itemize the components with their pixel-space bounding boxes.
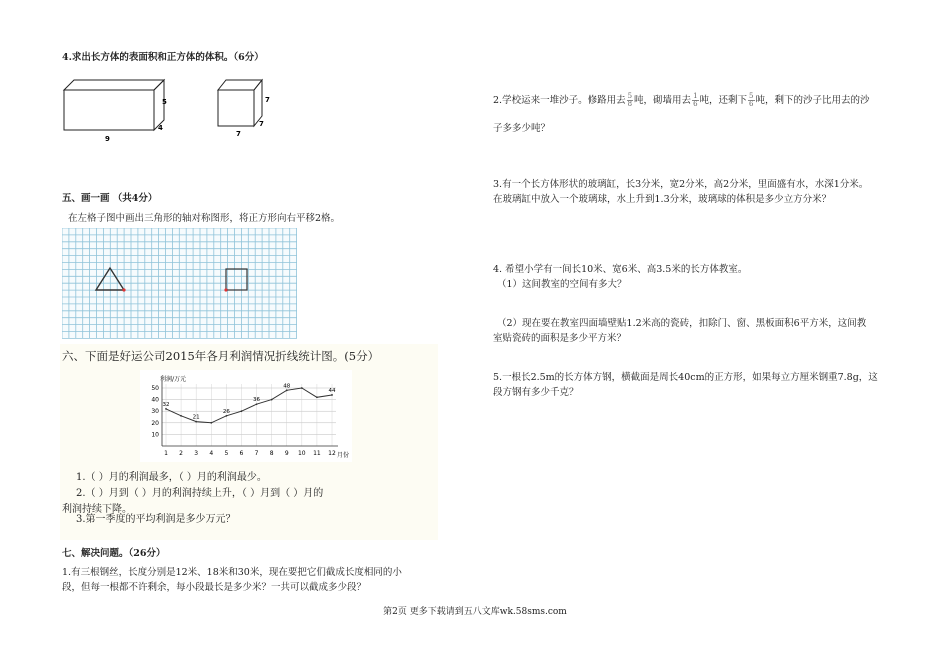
s6-title: 六、下面是好运公司2015年各月利润情况折线统计图。(5分） [62, 349, 380, 363]
r-q3-line2: 在玻璃缸中放入一个玻璃球，水上升到1.3分米，玻璃球的体积是多少立方分米？ [493, 194, 832, 205]
chart-point [241, 410, 243, 412]
chart-data-label: 21 [192, 414, 200, 421]
cuboid-figure [58, 78, 178, 146]
chart-xtick-label: 1 [164, 450, 168, 457]
s5-instruction: 在左格子图中画出三角形的轴对称图形，将正方形向右平移2格。 [68, 213, 341, 224]
r-q2-part4: 吨，剩下的沙子比用去的沙 [755, 95, 870, 106]
chart-data-label: 32 [162, 401, 170, 408]
chart-data-label: 36 [253, 397, 261, 404]
chart-ytick-label: 40 [151, 396, 159, 404]
s6-q2-line2: 利润持续下降。 [62, 504, 132, 515]
cube-side-c-label: 7 [236, 130, 241, 138]
chart-xtick-label: 3 [194, 450, 199, 457]
r-q2-part1: 2.学校运来一堆沙子。修路用去 [493, 95, 626, 106]
chart-point [225, 415, 227, 417]
s7-q1-line2: 段，但每一根都不许剩余，每小段最长是多少米？一共可以截成多少段？ [62, 582, 367, 593]
frac2-num: 1 [693, 92, 698, 100]
s6-q2-line1: 2.（ ）月到（ ）月的利润持续上升，（ ）月到（ ）月的 [76, 488, 324, 499]
s7-title: 七、解决问题。（26分） [62, 548, 166, 559]
chart-data-label: 48 [283, 383, 291, 390]
chart-xtick-label: 9 [284, 450, 289, 457]
chart-xtick-label: 4 [209, 450, 214, 457]
frac3-num: 5 [749, 92, 754, 100]
drawing-grid [62, 228, 298, 340]
r-q5-line1: 5.一根长2.5m的长方体方钢，横截面是周长40cm的正方形，如果每立方厘米钢重7.8g，这 [493, 372, 878, 383]
chart-point [331, 394, 333, 396]
cuboid-height-label: 5 [162, 98, 167, 106]
r-q3-line1: 3.有一个长方体形状的玻璃缸，长3分米，宽2分米，高2分米，里面盛有水，水深1分米。 [493, 179, 869, 190]
chart-point [271, 399, 273, 401]
q4-title: 4.求出长方体的表面积和正方体的体积。（6分） [62, 52, 264, 63]
cuboid-depth-label: 4 [158, 124, 163, 132]
s5-title: 五、画一画 （共4分） [62, 193, 158, 204]
chart-xlabel: 月份 [337, 452, 350, 459]
r-q2-line1 [493, 93, 870, 108]
chart-ytick-label: 10 [151, 431, 159, 439]
chart-point [286, 389, 288, 391]
chart-point [180, 415, 182, 417]
fraction-5-6 [748, 93, 754, 108]
fraction-5-8 [627, 93, 633, 108]
r-q2-part2: 吨，砌墙用去 [634, 95, 692, 106]
s7-q1-line1: 1.有三根钢丝，长度分别是12米、18米和30米，现在要把它们截成长度相同的小 [62, 567, 402, 578]
s6-q1: 1.（ ）月的利润最多，（ ）月的利润最少。 [76, 472, 267, 483]
r-q4-line3: （2）现在要在教室四面墙壁贴1.2米高的瓷砖，扣除门、窗、黑板面积6平方米，这间教 [497, 318, 867, 329]
r-q5-line2: 段方钢有多少千克？ [493, 387, 579, 398]
r-q2-line2: 子多多少吨？ [493, 123, 551, 134]
frac1-den: 8 [627, 100, 633, 108]
chart-xtick-label: 2 [179, 450, 184, 457]
chart-xtick-label: 6 [239, 450, 244, 457]
s6-q3: 3.第一季度的平均利润是多少万元？ [76, 514, 236, 525]
chart-xtick-label: 10 [297, 450, 306, 457]
chart-point [210, 422, 212, 424]
r-q2-part3: 吨，还剩下 [699, 95, 748, 106]
chart-data-label: 26 [222, 408, 230, 415]
triangle-marker-dot [122, 288, 125, 291]
profit-line-chart [140, 370, 352, 462]
chart-point [195, 421, 197, 423]
chart-xtick-label: 5 [224, 450, 229, 457]
frac3-den: 6 [749, 100, 754, 108]
cube-side-a-label: 7 [265, 96, 270, 104]
cuboid-length-label: 9 [105, 135, 110, 143]
frac2-den: 6 [693, 100, 698, 108]
chart-ylabel: 利润/万元 [160, 376, 187, 383]
page-footer: 第2页 更多下载请到五八文库wk.58sms.com [383, 607, 567, 617]
chart-ytick-label: 50 [151, 385, 159, 392]
chart-xtick-label: 12 [328, 450, 336, 457]
chart-point [256, 403, 258, 405]
chart-point [165, 408, 167, 410]
chart-data-label: 44 [328, 387, 336, 394]
chart-xtick-label: 7 [254, 450, 259, 457]
chart-ytick-label: 30 [151, 408, 159, 416]
square-marker-dot [224, 288, 227, 291]
r-q4-line2: （1）这间教室的空间有多大？ [497, 279, 627, 290]
chart-xtick-label: 11 [313, 450, 321, 457]
r-q4-line1: 4. 希望小学有一间长10米、宽6米、高3.5米的长方体教室。 [493, 264, 748, 275]
chart-ytick-label: 20 [151, 419, 159, 427]
cube-side-b-label: 7 [259, 120, 264, 128]
r-q4-line4: 室贴瓷砖的面积是多少平方米？ [493, 333, 627, 344]
cube-figure [212, 78, 282, 140]
fraction-1-6 [692, 93, 698, 108]
chart-point [301, 387, 303, 389]
chart-point [316, 396, 318, 398]
frac1-num: 5 [627, 92, 633, 100]
chart-xtick-label: 8 [269, 450, 274, 457]
